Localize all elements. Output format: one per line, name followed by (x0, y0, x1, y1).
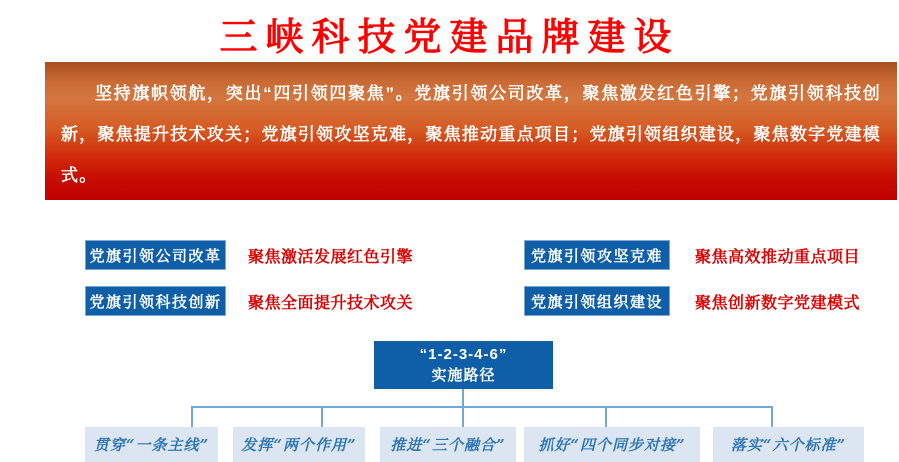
tree-root-box (374, 341, 553, 389)
tree-child-four-sync: 抓好“四个同步对接” (524, 427, 700, 462)
feature-focus-organization-building: 聚焦创新数字党建模式 (695, 294, 861, 312)
connector-drop-3 (462, 406, 464, 427)
banner-paragraph-1: 坚持旗帜领航，突出“四引领四聚焦”。党旗引领公司改革，聚焦激发红色引擎；党旗引领科技创新，聚焦提升技术攻关；党旗引领攻坚克难，聚焦推动重点项目；党旗引领组织建设，聚焦数字党建模式。 (61, 84, 881, 185)
feature-chip-company-reform: 党旗引领公司改革 (85, 240, 226, 270)
intro-banner (45, 62, 897, 226)
tree-child-main-line: 贯穿“一条主线” (85, 427, 218, 462)
banner-paragraph-2: 通过“1-2-3-4-6”实施路径进一步提升三峡科技党建工作质量和创新能力，发挥典型示范作用。 (95, 207, 851, 226)
connector-crossbar (191, 406, 773, 408)
feature-chip-tech-innovation: 党旗引领科技创新 (85, 286, 226, 316)
feature-focus-tech-innovation: 聚焦全面提升技术攻关 (248, 294, 414, 312)
connector-drop-2 (321, 406, 323, 427)
tree-child-three-integrations: 推进“三个融合” (380, 427, 516, 462)
connector-drop-5 (771, 406, 773, 427)
feature-focus-overcome-difficulties: 聚焦高效推动重点项目 (695, 248, 861, 266)
connector-drop-1 (191, 406, 193, 427)
tree-root-line1: “1-2-3-4-6” (419, 346, 508, 363)
connector-drop-4 (605, 406, 607, 427)
tree-child-two-roles: 发挥“两个作用” (233, 427, 365, 462)
feature-focus-company-reform: 聚焦激活发展红色引擎 (248, 248, 414, 266)
feature-chip-overcome-difficulties: 党旗引领攻坚克难 (524, 240, 670, 270)
connector-stem (462, 389, 464, 407)
page-title: 三峡科技党建品牌建设 (219, 14, 680, 59)
tree-child-six-standards: 落实“六个标准” (713, 427, 864, 462)
feature-chip-organization-building: 党旗引领组织建设 (524, 286, 670, 316)
tree-root-line2: 实施路径 (431, 367, 496, 384)
